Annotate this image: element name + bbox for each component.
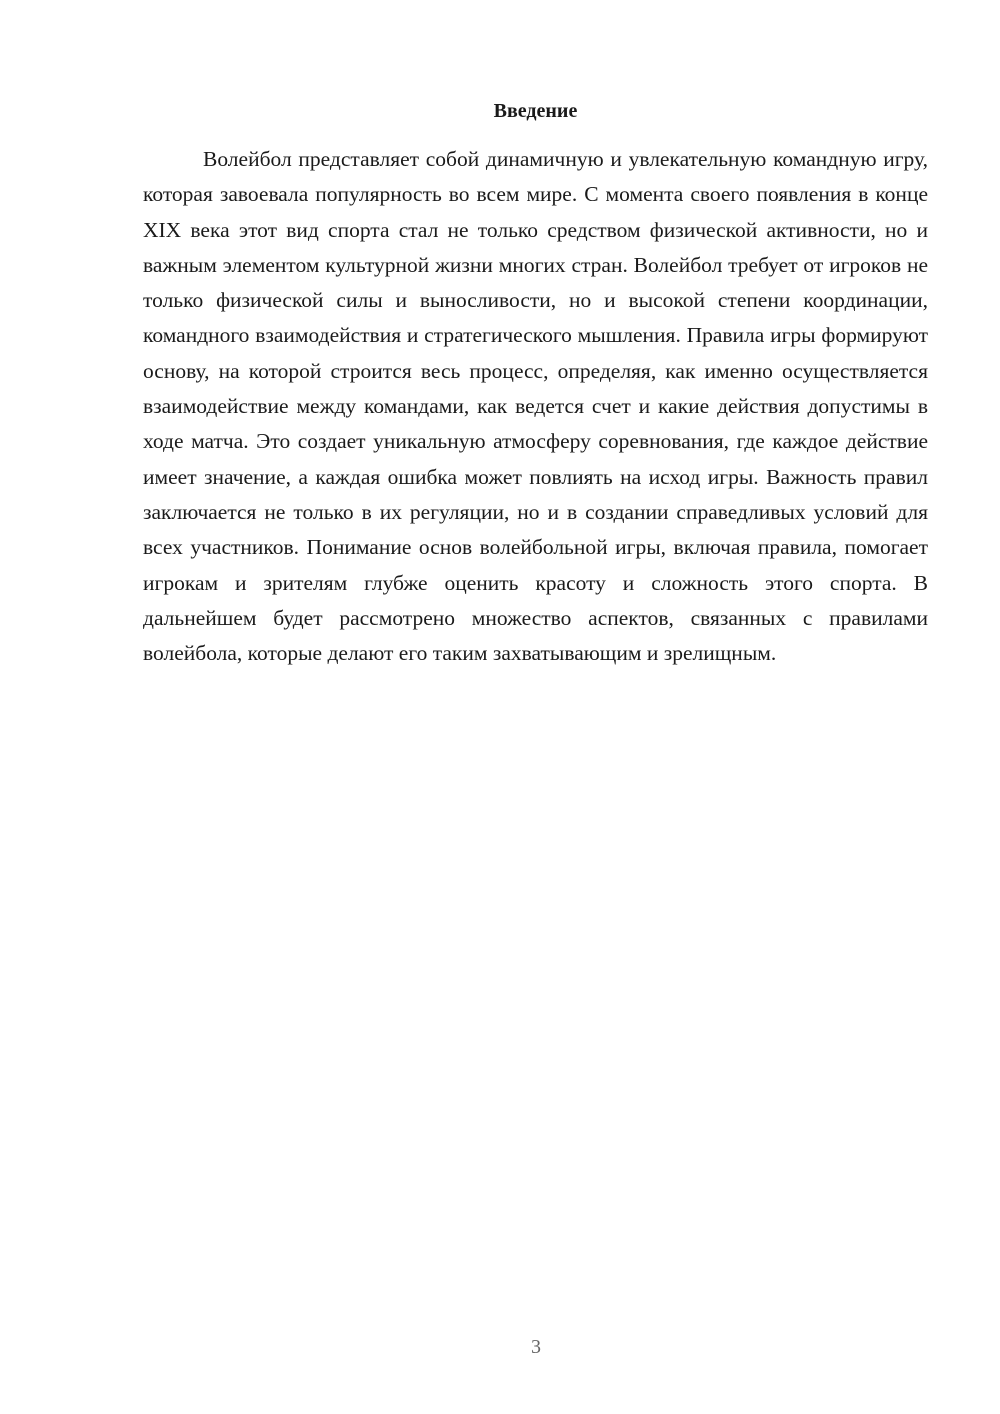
page-number: 3	[531, 1336, 541, 1358]
body-paragraph: Волейбол представляет собой динамичную и увлекательную командную игру, которая завоевала популярность во всем мире. С момента своего появления в конце XIX века этот вид спорта стал не только средством физической активности, но и важным элементом культурной жизни многих стран. Волейбол требует от игроков не только физической силы и выносливости, но и высокой степени координации, командного взаимодействия и стратегического мышления. Правила игры формируют основу, на которой строится весь процесс, определяя, как именно осуществляется взаимодействие между командами, как ведется счет и какие действия допустимы в ходе матча. Это создает уникальную атмосферу соревнования, где каждое действие имеет значение, а каждая ошибка может повлиять на исход игры. Важность правил заключается не только в их регуляции, но и в создании справедливых условий для всех участников. Понимание основ волейбольной игры, включая правила, помогает игрокам и зрителям глубже оценить красоту и сложность этого спорта. В дальнейшем будет рассмотрено множество аспектов, связанных с правилами волейбола, которые делают его таким захватывающим и зрелищным.	[143, 147, 928, 666]
section-heading: Введение	[493, 100, 578, 122]
